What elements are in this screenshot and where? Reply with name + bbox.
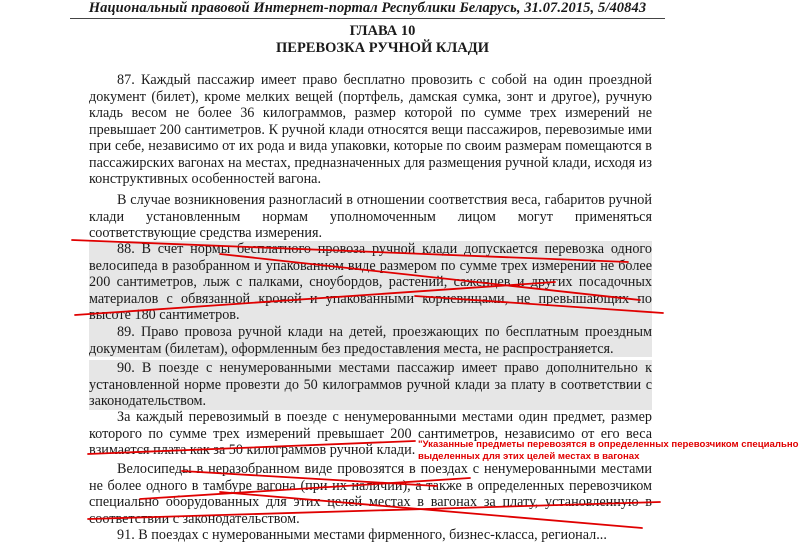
paragraph-90-bicycles: Велосипеды в неразобранном виде провозятся в поездах с ненумерованными местами не более одного в тамбуре вагона (при их наличии), а также в определенных перевозчиком специально оборудованных для этих целей местах в вагонах за плату, установленную в соответствии с законодательством. bbox=[89, 461, 652, 527]
paragraph-91-partial: 91. В поездах с нумерованными местами фирменного, бизнес-класса, регионал... bbox=[117, 527, 607, 543]
paragraph-90-item-fee: За каждый перевозимый в поезде с ненумерованными местами один предмет, размер которого по сумме трех измерений превышает 200 сантиметров, независимо от его веса взимается плата как за 50 килограммов ручной клади. bbox=[89, 409, 652, 458]
strike-line bbox=[75, 282, 555, 315]
strike-line bbox=[72, 240, 628, 262]
strike-line bbox=[140, 478, 470, 499]
strike-line bbox=[182, 471, 437, 486]
annotation-note: "Указанные предметы перевозятся в определенных перевозчиком специально выделенных для этих целей местах в вагонах bbox=[418, 439, 799, 462]
chapter-number: ГЛАВА 10 bbox=[349, 23, 416, 39]
paragraph-87-note: В случае возникновения разногласий в отношении соответствия веса, габаритов ручной клади установленным нормам уполномоченным лицом могут применяться соответствующие средства измерения. bbox=[89, 192, 652, 241]
strike-line bbox=[88, 441, 415, 454]
strike-line bbox=[220, 254, 640, 300]
strike-line bbox=[220, 492, 642, 528]
paragraph-89: 89. Право провоза ручной клади на детей, проезжающих по бесплатным проездным документам (билетам), оформленным без предоставления места, не распространяется. bbox=[89, 324, 652, 357]
chapter-title: ПЕРЕВОЗКА РУЧНОЙ КЛАДИ bbox=[276, 40, 489, 56]
paragraph-88: 88. В счет нормы бесплатного провоза ручной клади допускается перевозка одного велосипеда в разобранном и упакованном виде размером по сумме трех измерений не более 200 сантиметров, лыж с палками, сноубордов, растений, саженцев и других посадочных материалов с обвязанной кроной и упакованными корневищами, не превышающих по высоте 180 сантиметров. bbox=[89, 241, 652, 323]
document-header: Национальный правовой Интернет-портал Республики Беларусь, 31.07.2015, 5/40843 bbox=[70, 0, 665, 19]
paragraph-87: 87. Каждый пассажир имеет право бесплатно провозить с собой на один проездной документ (билет), кроме мелких вещей (портфель, дамская сумка, зонт и другое), ручную кладь весом не более 36 килограммов, размер которой по сумме трех измерений не превышает 200 сантиметров. К ручной клади относятся вещи пассажиров, перевозимые ими при себе, независимо от их рода и вида упаковки, которые по своим размерам помещаются в пассажирских вагонах на местах, предназначенных для размещения ручной клади, исходя из конструктивных особенностей вагона. bbox=[89, 72, 652, 187]
paragraph-90: 90. В поезде с ненумерованными местами пассажир имеет право дополнительно к установленной норме провезти до 50 килограммов ручной клади за плату в соответствии с законодательством. bbox=[89, 360, 652, 409]
